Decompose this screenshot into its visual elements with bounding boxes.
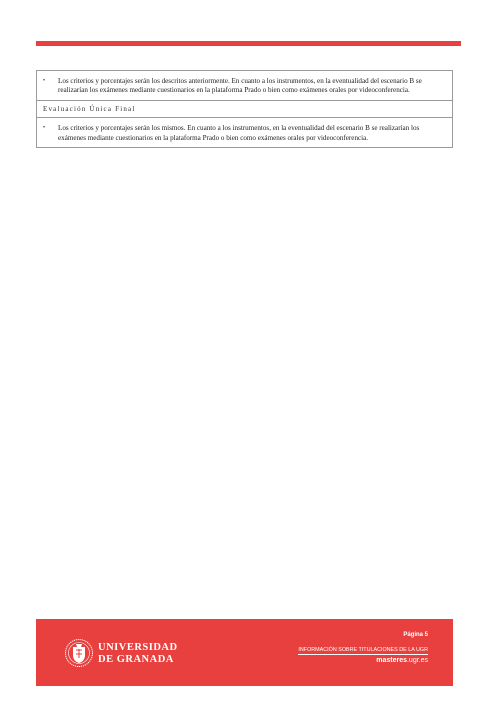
footer-info [298,647,428,664]
bullet-icon: • [43,125,46,132]
site-link[interactable] [298,657,428,664]
list-item: Los criterios y porcentajes serán los descritos anteriormente. En cuanto a los instrumentos, en la eventualidad del escenario B se realizarían los exámenes mediante cuestionarios en la plataforma Prado o bien como exámenes orales por videoconferencia. [58,77,422,95]
bullet-icon: • [43,78,46,84]
table-row [37,71,452,101]
site-rest: .ugr.es [406,657,428,664]
university-name [98,642,178,665]
page-number: Página 5 [403,632,428,638]
university-name-line2: DE GRANADA [98,653,174,665]
info-link[interactable]: INFORMACIÓN SOBRE TITULACIONES DE LA UGR [298,647,428,653]
page-footer [36,619,453,686]
table-row [37,118,452,147]
university-crest-icon [64,638,94,668]
university-name-line1: UNIVERSIDAD [98,642,178,653]
site-bold: masteres [376,657,407,664]
content-table [36,70,453,148]
header-rule [36,41,461,46]
list-item: Los criterios y porcentajes serán los mismos. En cuanto a los instrumentos, en la eventualidad del escenario B se realizarían los exámenes mediante cuestionarios en la plataforma Prado o bien como exámenes orales por videoconferencia. [58,124,420,142]
section-heading: Evaluación Única Final [37,101,452,118]
